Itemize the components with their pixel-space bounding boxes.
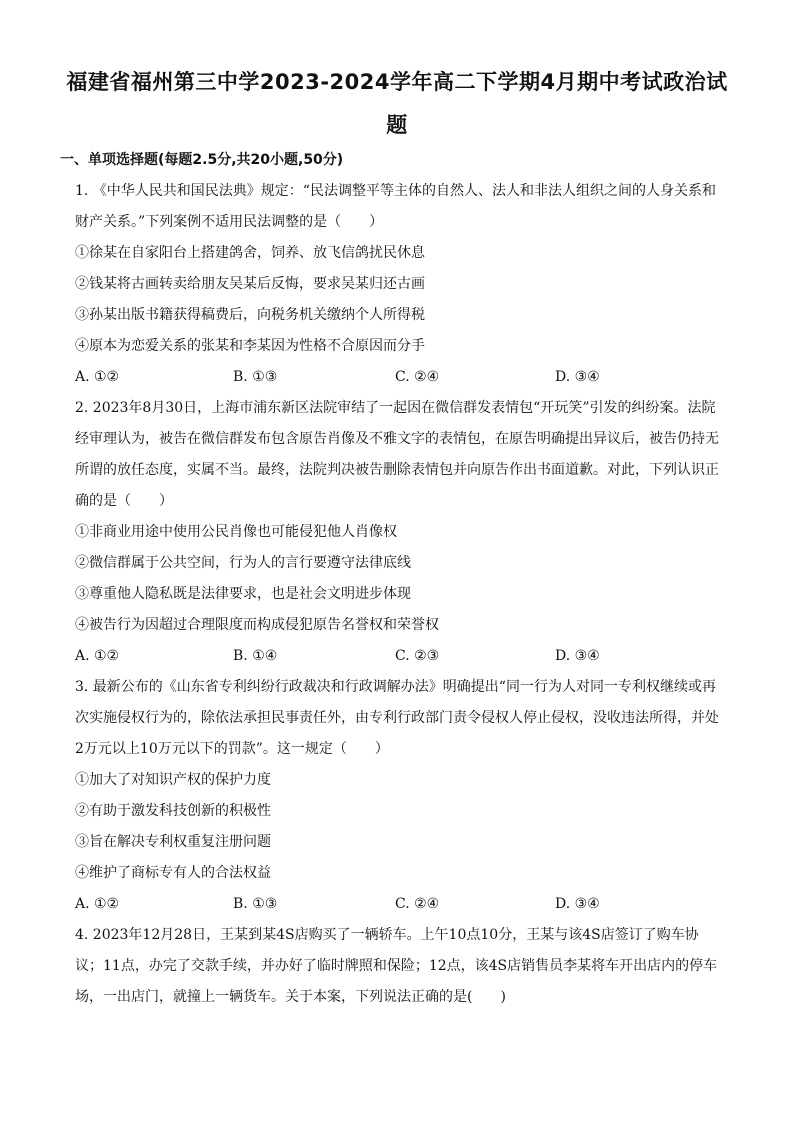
q1-options	[75, 367, 725, 387]
q2-option-b[interactable]: B. ①④	[233, 648, 278, 664]
exam-title-line-1: 福建省福州第三中学2023-2024学年高二下学期4月期中考试政治试	[66, 70, 728, 94]
q3-options	[75, 894, 725, 914]
q3-item-3: ③旨在解决专利权重复注册问题	[75, 834, 271, 850]
q3-option-a[interactable]: A. ①②	[75, 896, 120, 912]
q3-stem-line-1: 3. 最新公布的《山东省专利纠纷行政裁决和行政调解办法》明确提出“同一行为人对同一专利权继续或再	[75, 679, 716, 695]
q1-option-a[interactable]: A. ①②	[75, 369, 120, 385]
q3-option-d[interactable]: D. ③④	[555, 896, 600, 912]
q4-stem-line-3: 场，一出店门，就撞上一辆货车。关于本案，下列说法正确的是( )	[75, 989, 506, 1005]
q4-stem-line-1: 4. 2023年12月28日，王某到某4S店购买了一辆轿车。上午10点10分，王某与该4S店签订了购车协	[75, 927, 699, 943]
q3-item-4: ④维护了商标专有人的合法权益	[75, 865, 271, 881]
q2-options	[75, 646, 725, 666]
q2-stem-line-3: 所谓的放任态度，实属不当。最终，法院判决被告删除表情包并向原告作出书面道歉。对此，下列认识正	[75, 462, 719, 478]
q2-item-1: ①非商业用途中使用公民肖像也可能侵犯他人肖像权	[75, 524, 397, 540]
section-heading: 一、单项选择题(每题2.5分,共20小题,50分)	[60, 152, 344, 168]
exam-title-line-2: 题	[386, 113, 408, 137]
q3-option-c[interactable]: C. ②④	[395, 896, 440, 912]
q4-stem-line-2: 议；11点，办完了交款手续，并办好了临时牌照和保险；12点，该4S店销售员李某将车开出店内的停车	[75, 958, 718, 974]
q2-stem-line-4: 确的是（ ）	[75, 493, 173, 509]
q1-item-3: ③孙某出版书籍获得稿费后，向税务机关缴纳个人所得税	[75, 307, 425, 323]
q1-stem-line-2: 财产关系。”下列案例不适用民法调整的是（ ）	[75, 214, 384, 230]
q3-stem-line-3: 2万元以上10万元以下的罚款”。这一规定（ ）	[75, 741, 389, 757]
q1-option-d[interactable]: D. ③④	[555, 369, 600, 385]
q2-item-3: ③尊重他人隐私既是法律要求，也是社会文明进步体现	[75, 586, 411, 602]
q1-item-1: ①徐某在自家阳台上搭建鸽舍，饲养、放飞信鸽扰民休息	[75, 245, 425, 261]
q2-stem-line-2: 经审理认为，被告在微信群发布包含原告肖像及不雅文字的表情包，在原告明确提出异议后，被告仍持无	[75, 431, 719, 447]
q2-stem-line-1: 2. 2023年8月30日，上海市浦东新区法院审结了一起因在微信群发表情包“开玩笑”引发的纠纷案。法院	[75, 400, 716, 416]
q1-item-2: ②钱某将古画转卖给朋友吴某后反悔，要求吴某归还古画	[75, 276, 425, 292]
q1-option-b[interactable]: B. ①③	[233, 369, 278, 385]
q3-stem-line-2: 次实施侵权行为的，除依法承担民事责任外，由专利行政部门责令侵权人停止侵权，没收违法所得，并处	[75, 710, 719, 726]
q1-stem-line-1: 1. 《中华人民共和国民法典》规定：“民法调整平等主体的自然人、法人和非法人组织之间的人身关系和	[75, 183, 716, 199]
q2-option-c[interactable]: C. ②③	[395, 648, 440, 664]
q2-item-2: ②微信群属于公共空间，行为人的言行要遵守法律底线	[75, 555, 411, 571]
q2-item-4: ④被告行为因超过合理限度而构成侵犯原告名誉权和荣誉权	[75, 617, 439, 633]
q1-item-4: ④原本为恋爱关系的张某和李某因为性格不合原因而分手	[75, 338, 425, 354]
q3-option-b[interactable]: B. ①③	[233, 896, 278, 912]
q2-option-a[interactable]: A. ①②	[75, 648, 120, 664]
q1-option-c[interactable]: C. ②④	[395, 369, 440, 385]
q3-item-2: ②有助于激发科技创新的积极性	[75, 803, 271, 819]
q2-option-d[interactable]: D. ③④	[555, 648, 600, 664]
q3-item-1: ①加大了对知识产权的保护力度	[75, 772, 271, 788]
